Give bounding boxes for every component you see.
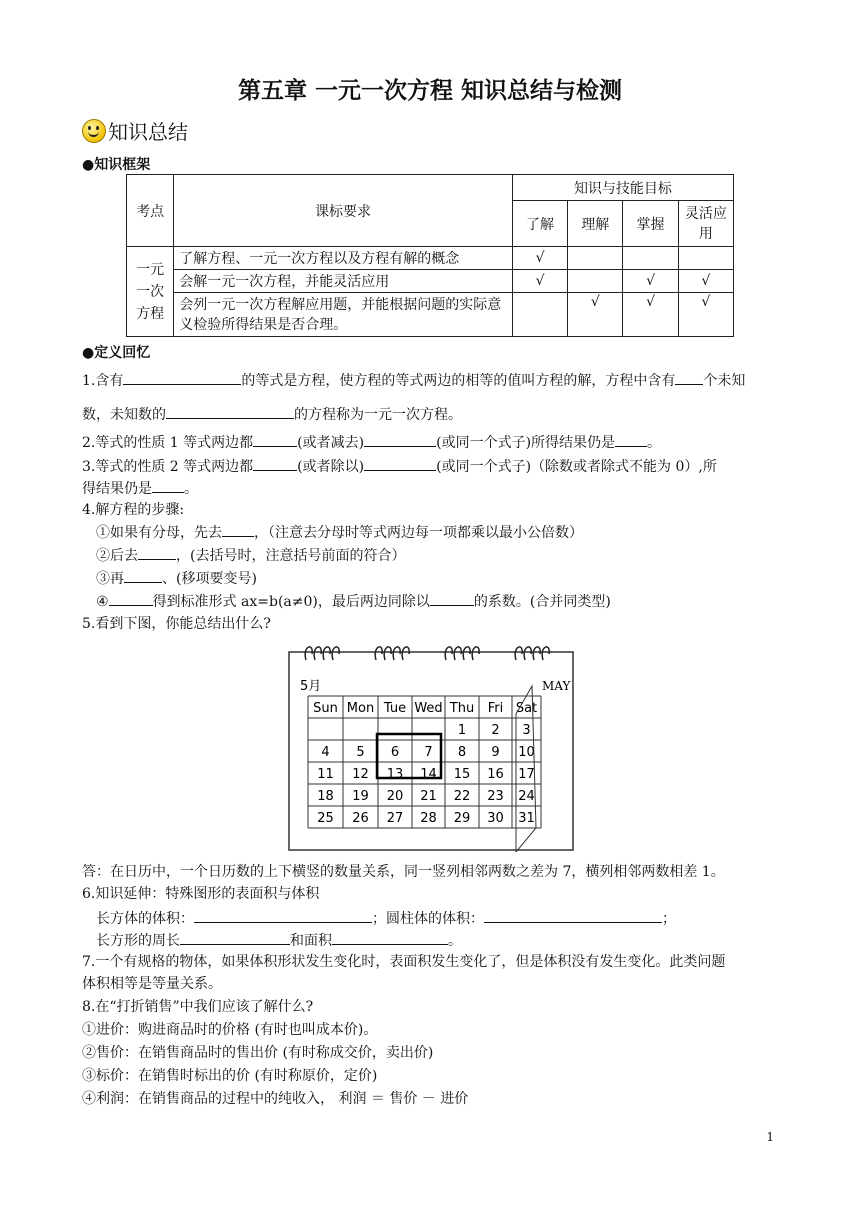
calendar-date: 21 xyxy=(420,789,437,804)
blank xyxy=(364,456,436,471)
calendar-figure xyxy=(286,640,576,852)
knowledge-table xyxy=(126,174,734,337)
table-subheader: 灵活应用 xyxy=(678,201,733,247)
text: ；圆柱体的体积： xyxy=(372,911,484,927)
price-item-2: ②售价：在销售商品时的售出价 (有时称成交价，卖出价) xyxy=(82,1045,434,1061)
question-6: 6.知识延伸：特殊图形的表面积与体积 xyxy=(82,886,320,902)
table-cell-mark: √ xyxy=(623,293,678,337)
calendar-date: 1 xyxy=(457,723,467,738)
page-title: 第五章 一元一次方程 知识总结与检测 xyxy=(237,78,622,104)
calendar-date: 15 xyxy=(453,767,471,782)
calendar-date: 9 xyxy=(491,745,500,760)
price-item-3: ③标价：在销售时标出的价 (有时称原价，定价) xyxy=(82,1068,378,1084)
table-cell-mark: √ xyxy=(623,270,678,293)
blank xyxy=(180,930,290,945)
blank xyxy=(166,404,294,419)
framework-heading: ●知识框架 xyxy=(82,157,151,173)
blank xyxy=(138,545,176,560)
blank xyxy=(253,456,297,471)
calendar-date: 8 xyxy=(457,745,467,760)
text: 得到标准形式 ax=b(a≠0)，最后两边同除以 xyxy=(152,594,430,610)
answer-text: 答：在日历中，一个日历数的上下横竖的数量关系，同一竖列相邻两数之差为 7，横列相邻两数相差 1。 xyxy=(82,864,725,880)
calendar-date: 24 xyxy=(518,789,535,804)
definition-heading: ●定义回忆 xyxy=(82,345,151,361)
calendar-date: 22 xyxy=(453,789,471,804)
question-7-line-1: 7.一个有规格的物体，如果体积形状发生变化时，表面积发生变化了，但是体积没有发生变化。此类问题 xyxy=(82,954,726,970)
table-cell-mark: √ xyxy=(678,293,733,337)
table-header-requirement: 课标要求 xyxy=(174,175,513,247)
text: 长方体的体积： xyxy=(96,911,194,927)
calendar-date: 20 xyxy=(386,789,404,804)
calendar-date: 31 xyxy=(518,811,535,826)
blank xyxy=(615,432,647,447)
calendar-date: 4 xyxy=(321,745,330,760)
text: ； xyxy=(662,911,676,927)
table-subheader: 了解 xyxy=(512,201,567,247)
calendar-date: 12 xyxy=(352,767,369,782)
question-1-line-1 xyxy=(82,370,782,391)
blank xyxy=(194,908,372,923)
text: ，（注意去分母时等式两边每一项都乘以最小公倍数） xyxy=(254,525,583,541)
table-cell-mark xyxy=(568,247,623,270)
question-8: 8.在“打折销售”中我们应该了解什么? xyxy=(82,999,314,1015)
blank xyxy=(222,522,254,537)
text: 。 xyxy=(647,435,662,451)
text: ，(去括号时，注意括号前面的符合） xyxy=(176,548,406,564)
text: (或者除以) xyxy=(297,459,365,475)
question-1-line-2 xyxy=(82,404,782,425)
text: 数，未知数的 xyxy=(82,407,166,423)
section-heading xyxy=(82,116,188,145)
calendar-date: 5 xyxy=(356,745,365,760)
day-header: Thu xyxy=(449,701,475,716)
day-header: Tue xyxy=(383,701,407,716)
calendar-date: 14 xyxy=(420,767,437,782)
price-item-4: ④利润：在销售商品的过程中的纯收入， 利润 ＝ 售价 － 进价 xyxy=(82,1091,469,1107)
day-header: Fri xyxy=(487,701,504,716)
text: 的方程称为一元一次方程。 xyxy=(294,407,462,423)
price-item-1: ①进价：购进商品时的价格 (有时也叫成本价)。 xyxy=(82,1022,378,1038)
text: (或同一个式子)所得结果仍是 xyxy=(436,435,616,451)
calendar-date: 25 xyxy=(317,811,334,826)
calendar-date: 29 xyxy=(453,811,471,826)
question-7-line-2: 体积相等是等量关系。 xyxy=(82,976,222,992)
section-title: 知识总结 xyxy=(108,120,188,144)
step-3 xyxy=(96,568,796,589)
step-1 xyxy=(96,522,796,543)
table-cell-mark xyxy=(678,247,733,270)
table-header-topic: 考点 xyxy=(127,175,174,247)
text: 。 xyxy=(184,481,198,497)
text: 、(移项要变号) xyxy=(162,571,257,587)
text: 。 xyxy=(448,933,462,949)
question-2 xyxy=(82,432,782,453)
calendar-date: 2 xyxy=(491,723,500,738)
calendar-date: 6 xyxy=(390,745,400,760)
blank xyxy=(675,370,703,385)
calendar-date: 19 xyxy=(352,789,369,804)
calendar-date: 23 xyxy=(487,789,504,804)
step-4 xyxy=(96,591,796,612)
question-4: 4.解方程的步骤: xyxy=(82,502,185,518)
blank xyxy=(152,478,184,493)
text: 的等式是方程，使方程的等式两边的相等的值叫方程的解，方程中含有 xyxy=(241,373,676,389)
question-3-line-2 xyxy=(82,478,782,499)
table-cell-mark xyxy=(623,247,678,270)
calendar-month-cn: 5月 xyxy=(300,679,322,694)
calendar-date: 7 xyxy=(424,745,433,760)
table-cell-mark: √ xyxy=(678,270,733,293)
text: 1.含有 xyxy=(82,373,124,389)
table-topic-cell: 一元一次方程 xyxy=(127,247,174,337)
day-header: Sun xyxy=(313,701,338,716)
calendar-month-en: MAY xyxy=(542,679,571,693)
table-cell-mark: √ xyxy=(512,247,567,270)
table-cell-mark: √ xyxy=(568,293,623,337)
text: 3.等式的性质 2 等式两边都 xyxy=(82,459,254,475)
day-header: Mon xyxy=(346,701,375,716)
calendar-date: 13 xyxy=(386,767,404,782)
table-cell-mark xyxy=(512,293,567,337)
question-5: 5.看到下图，你能总结出什么? xyxy=(82,616,271,632)
blank xyxy=(364,432,436,447)
calendar-date: 16 xyxy=(487,767,504,782)
text: ①如果有分母，先去 xyxy=(96,525,222,541)
calendar-date: 28 xyxy=(420,811,437,826)
calendar-date: 17 xyxy=(518,767,535,782)
text: 得结果仍是 xyxy=(82,481,152,497)
table-cell-req: 了解方程、一元一次方程以及方程有解的概念 xyxy=(174,247,513,270)
calendar-date: 11 xyxy=(317,767,334,782)
text: 和面积 xyxy=(290,933,332,949)
page-number: 1 xyxy=(766,1130,774,1144)
text: 个未知 xyxy=(703,373,746,389)
question-6-line-1 xyxy=(96,908,796,929)
blank xyxy=(484,908,662,923)
table-header-goal: 知识与技能目标 xyxy=(512,175,733,201)
text: (或者减去) xyxy=(297,435,365,451)
day-header: Sat xyxy=(515,701,538,716)
table-subheader: 理解 xyxy=(568,201,623,247)
text: 2.等式的性质 1 等式两边都 xyxy=(82,435,254,451)
calendar-date: 27 xyxy=(386,811,404,826)
table-cell-req: 会列一元一次方程解应用题，并能根据问题的实际意义检验所得结果是否合理。 xyxy=(174,293,513,337)
calendar-svg xyxy=(286,640,576,852)
calendar-date: 3 xyxy=(522,723,531,738)
blank xyxy=(430,591,474,606)
table-subheader: 掌握 xyxy=(623,201,678,247)
text: 的系数。(合并同类型) xyxy=(473,594,611,610)
table-cell-req: 会解一元一次方程，并能灵活应用 xyxy=(174,270,513,293)
question-3-line-1 xyxy=(82,456,782,477)
blank xyxy=(332,930,448,945)
table-cell-mark xyxy=(568,270,623,293)
blank xyxy=(123,370,241,385)
calendar-date: 26 xyxy=(352,811,369,826)
blank xyxy=(253,432,297,447)
text: (或同一个式子)（除数或者除式不能为 0）,所 xyxy=(436,459,717,475)
blank xyxy=(109,591,153,606)
table-cell-mark: √ xyxy=(512,270,567,293)
text: ②后去 xyxy=(96,548,138,564)
calendar-date: 30 xyxy=(487,811,504,826)
text: ③再 xyxy=(96,571,124,587)
blank xyxy=(124,568,162,583)
smiley-icon xyxy=(82,119,106,143)
calendar-date: 18 xyxy=(317,789,334,804)
step-2 xyxy=(96,545,796,566)
question-6-line-2 xyxy=(96,930,796,951)
text: ④ xyxy=(96,594,109,610)
day-header: Wed xyxy=(414,701,443,716)
text: 长方形的周长 xyxy=(96,933,180,949)
calendar-date: 10 xyxy=(518,745,535,760)
